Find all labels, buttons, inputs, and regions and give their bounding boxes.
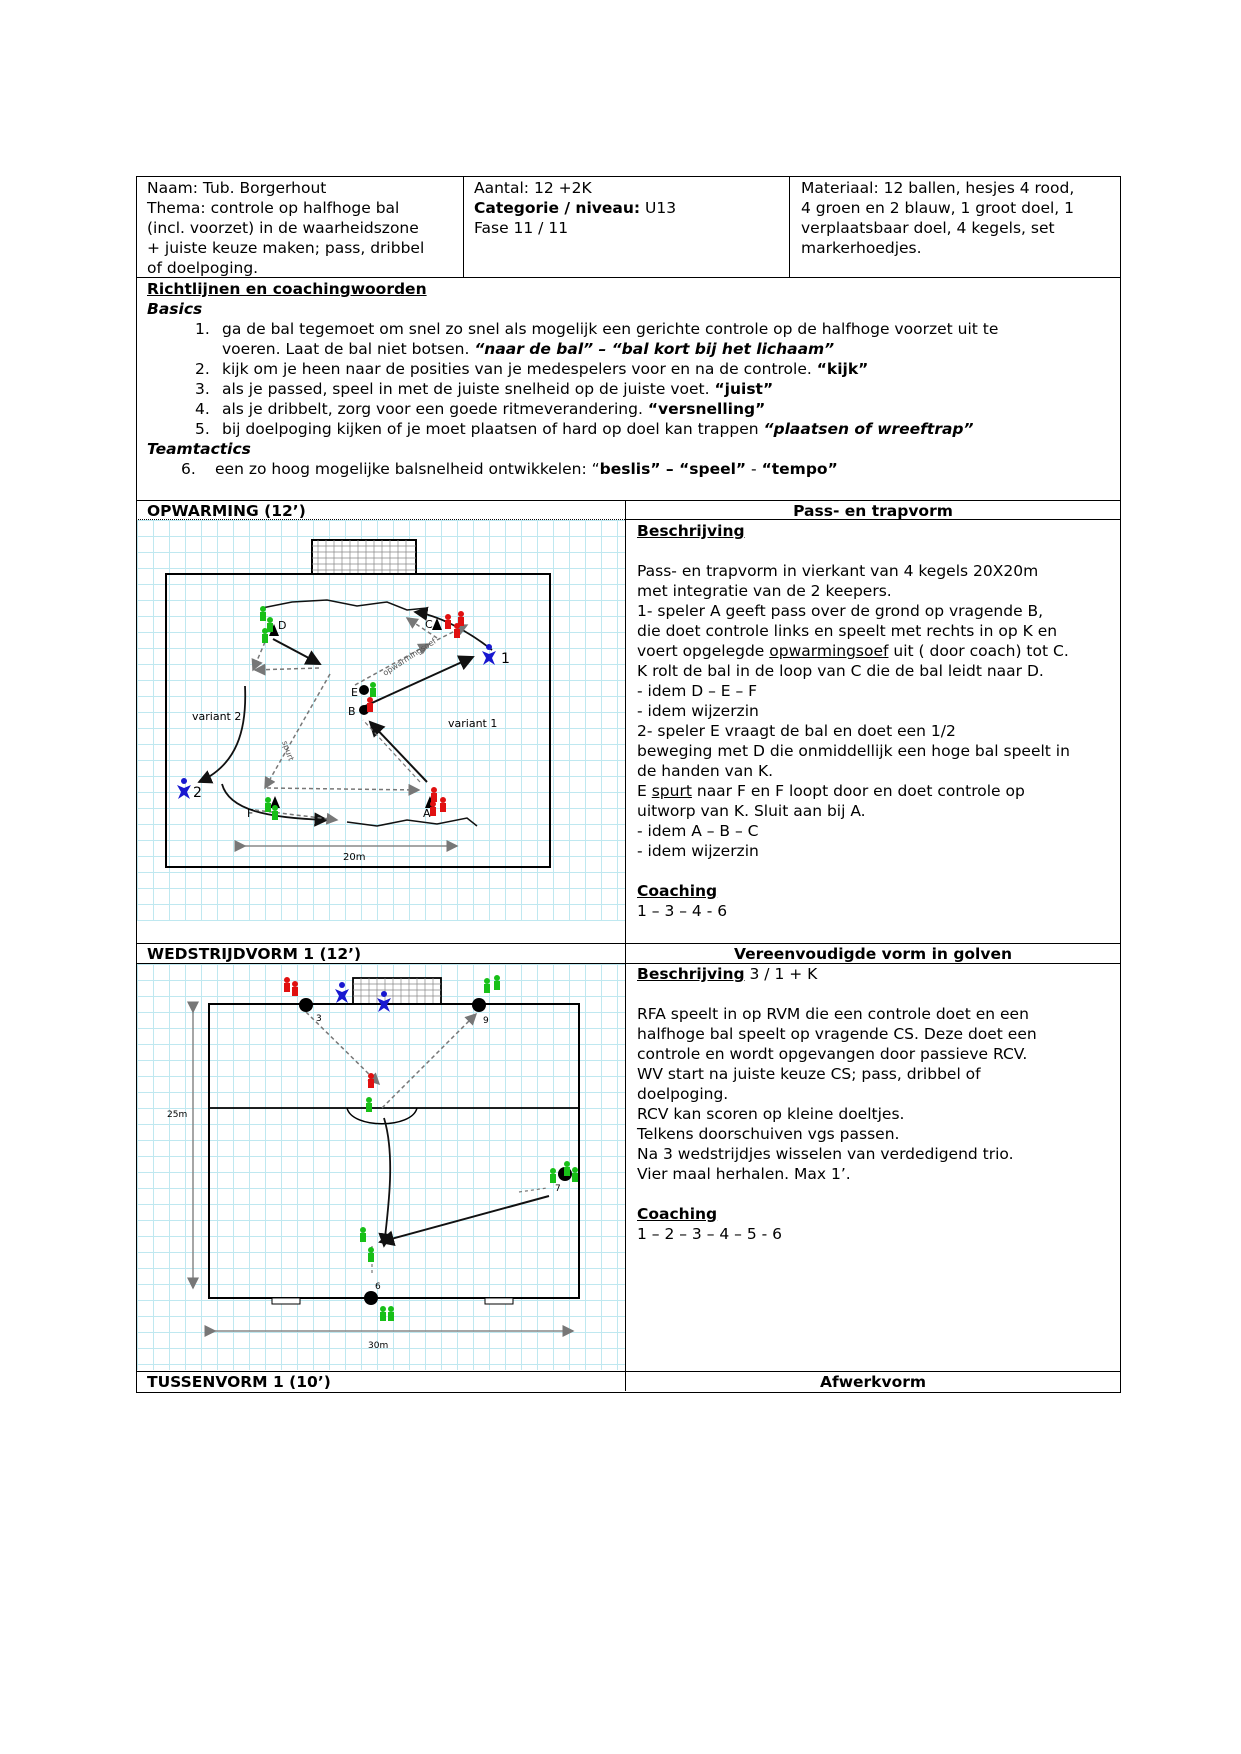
section-subtitle-golven: Vereenvoudigde vorm in golven [733,945,1013,963]
dashed-arrow [382,1014,476,1108]
description-line: Vier maal herhalen. Max 1’. [637,1165,851,1183]
section-subtitle-afwerkvorm: Afwerkvorm [819,1373,927,1391]
player-icon [267,617,273,632]
item-number: 5. [195,420,210,438]
label-e: E [351,686,358,699]
description-line: met integratie van de 2 keepers. [637,582,892,600]
item-text: als je passed, speel in met de juiste snelheid op de juiste voet. [222,380,715,398]
player-icon [484,978,490,993]
label-7: 7 [555,1184,561,1194]
coaching-word: “tempo” [761,460,838,478]
description-heading: Beschrijving [637,522,745,540]
player-icon [431,787,437,802]
category-value: U13 [640,199,677,217]
session-sheet [136,176,1121,1393]
description-suffix: 3 / 1 + K [744,965,818,983]
item-text: als je dribbelt, zorg voor een goede ritmeverandering. [222,400,648,418]
player-icon [430,801,436,816]
guidelines-title: Richtlijnen en coachingwoorden [147,280,427,298]
run-arrow [199,686,245,782]
run-path [262,600,427,610]
description-line: K rolt de bal in de loop van C die de bal leidt naar D. [637,662,1044,680]
player-icon [564,1161,570,1176]
coaching-heading: Coaching [637,1205,718,1223]
label-opwarmingsoef: opwarmingsoef [381,636,438,678]
description-line [637,781,1115,801]
label-c: C [425,618,433,631]
dashed-arrow [253,642,265,670]
item-number: 2. [195,360,210,378]
run-path [347,818,477,826]
description-line: Pass- en trapvorm in vierkant van 4 kegels 20X20m [637,562,1039,580]
pass-arrow [380,1196,549,1242]
description-heading: Beschrijving [637,965,745,983]
item-text: kijk om je heen naar de posities van je medespelers voor en na de controle. [222,360,817,378]
coaching-word: beslis” – “speel” [599,460,747,478]
match-diagram [137,964,625,1370]
description-line: Telkens doorschuiven vgs passen. [637,1125,900,1143]
player-icon [367,697,373,712]
label-keeper-1: 1 [501,651,510,667]
text: naar F en F loopt door en doet controle op [691,782,1025,800]
label-variant-2: variant 2 [192,710,242,723]
goal-icon [353,978,441,1004]
guideline-item [147,379,1112,399]
player-count: Aantal: 12 +2K [474,179,592,197]
team-name: Naam: Tub. Borgerhout [147,179,327,197]
section-title-wedstrijdvorm: WEDSTRIJDVORM 1 (12’) [147,945,362,963]
ball-icon [299,998,313,1012]
small-goal-icon [485,1298,513,1304]
material-line: 4 groen en 2 blauw, 1 groot doel, 1 [801,199,1075,217]
player-icon [550,1168,556,1183]
theme-line: (incl. voorzet) in de waarheidszone [147,219,419,237]
teamtactics-title: Teamtactics [147,440,251,458]
label-3: 3 [316,1014,322,1024]
guidelines-section [147,279,1112,479]
player-icon [272,805,278,820]
label-d: D [278,619,287,632]
text: voert opgelegde [637,642,770,660]
dashed-arrow [519,1188,547,1192]
player-icon [260,606,266,621]
ball-icon [359,685,369,695]
text: uit ( door coach) tot C. [888,642,1069,660]
dashed-arrow [267,788,419,790]
item-text: ga de bal tegemoet om snel zo snel als mogelijk een gerichte controle op de halfhoge voorzet uit te [222,320,999,338]
underlined-term: opwarmingsoef [769,642,889,660]
underlined-term: spurt [651,782,692,800]
label-height: 25m [167,1110,188,1120]
divider [789,176,790,277]
guideline-item [147,399,1112,419]
section-subtitle-pass: Pass- en trapvorm [793,502,953,520]
player-icon [380,1306,386,1321]
guideline-item [147,319,1112,359]
dashed-arrow [437,625,467,640]
description-line: die doet controle links en speelt met rechts in op K en [637,622,1058,640]
theme-line: of doelpoging. [147,259,259,277]
label-6: 6 [375,1282,381,1292]
category [474,198,784,218]
label-variant-1: variant 1 [448,717,498,730]
description-line [637,641,1115,661]
coaching-word: “versnelling” [647,400,766,418]
coaching-word: “juist” [714,380,774,398]
section-title-tussenvorm: TUSSENVORM 1 (10’) [147,1373,331,1391]
player-icon [440,797,446,812]
player-icon [292,981,298,996]
description-line: uitworp van K. Sluit aan bij A. [637,802,866,820]
ball-icon [364,1291,378,1305]
label-b: B [348,705,356,718]
warmup-description [637,521,1115,921]
theme-line: + juiste keuze maken; pass, dribbel [147,239,425,257]
coaching-heading: Coaching [637,882,718,900]
guideline-item [147,459,1112,479]
header-material-cell [801,178,1113,258]
player-icon [454,623,460,638]
basics-title: Basics [147,300,203,318]
description-line: - idem wijzerzin [637,702,759,720]
phase: Fase 11 / 11 [474,219,569,237]
player-icon [388,1306,394,1321]
player-icon [572,1167,578,1182]
pass-arrow [370,722,427,782]
description-line: beweging met D die onmiddellijk een hoge bal speelt in [637,742,1070,760]
description-line: RCV kan scoren op kleine doeltjes. [637,1105,905,1123]
warmup-field-svg [137,520,625,921]
player-icon [360,1227,366,1242]
coaching-value: 1 – 2 – 3 – 4 – 5 - 6 [637,1225,783,1243]
match-description [637,964,1115,1244]
label-width: 30m [368,1341,389,1351]
label-keeper-2: 2 [193,785,202,801]
item-text: voeren. Laat de bal niet botsen. [222,340,475,358]
coaching-word: “kijk” [816,360,869,378]
guideline-item [147,359,1112,379]
coaching-word: “naar de bal” – “bal kort bij het lichaam” [474,340,835,358]
pass-arrow [273,639,320,664]
field-outline [209,1004,579,1298]
header-team-cell [147,178,457,278]
goal-icon [312,540,416,574]
ball-icon [472,998,486,1012]
small-goal-icon [272,1298,300,1304]
player-icon [265,797,271,812]
item-number: 1. [195,320,210,338]
text: E [637,782,652,800]
player-icon [368,1247,374,1262]
item-text: bij doelpoging kijken of je moet plaatsen of hard op doel kan trappen [222,420,764,438]
player-icon [366,1097,372,1112]
description-line: controle en wordt opgevangen door passieve RCV. [637,1045,1028,1063]
player-icon [262,628,268,643]
keeper-icon [482,644,496,665]
arc [347,1108,417,1124]
item-text: een zo hoog mogelijke balsnelheid ontwikkelen: “ [215,460,600,478]
dashed-arrow [363,720,420,782]
label-spurt: spurt [280,739,296,763]
player-icon [368,1073,374,1088]
label-9: 9 [483,1016,489,1026]
item-number: 3. [195,380,210,398]
material-line: verplaatsbaar doel, 4 kegels, set [801,219,1055,237]
dashed-arrow [265,674,330,788]
player-icon [445,614,451,629]
description-line: de handen van K. [637,762,774,780]
keeper-icon [177,778,191,799]
divider [463,176,464,277]
material-line: markerhoedjes. [801,239,922,257]
description-line: - idem wijzerzin [637,842,759,860]
warmup-diagram [137,520,625,921]
coaching-value: 1 – 3 – 4 - 6 [637,902,728,920]
material-line: Materiaal: 12 ballen, hesjes 4 rood, [801,179,1075,197]
description-line: Na 3 wedstrijdjes wisselen van verdedigend trio. [637,1145,1014,1163]
section-title-opwarming: OPWARMING (12’) [147,502,306,520]
description-line: 1- speler A geeft pass over de grond op vragende B, [637,602,1044,620]
description-line: - idem A – B – C [637,822,759,840]
guideline-item [147,419,1112,439]
label-f: F [247,807,254,820]
description-line: - idem D – E – F [637,682,758,700]
description-line: RFA speelt in op RVM die een controle doet en een [637,1005,1029,1023]
header-count-cell [474,178,784,238]
label-distance: 20m [343,852,366,863]
coaching-word: “plaatsen of wreeftrap” [763,420,974,438]
run-arrow [384,1118,390,1246]
category-label: Categorie / niveau: [474,199,641,217]
label-a: A [423,807,431,820]
item-text: - [746,460,762,478]
player-icon [370,682,376,697]
item-number: 4. [195,400,210,418]
keeper-icon [335,982,349,1003]
description-line: doelpoging. [637,1085,729,1103]
description-line: halfhoge bal speelt op vragende CS. Deze doet een [637,1025,1037,1043]
player-icon [284,977,290,992]
dashed-arrow [255,668,319,670]
description-line: 2- speler E vraagt de bal en doet een 1/2 [637,722,956,740]
item-number: 6. [181,460,196,478]
description-line: WV start na juiste keuze CS; pass, dribbel of [637,1065,981,1083]
theme-line: Thema: controle op halfhoge bal [147,199,400,217]
player-icon [494,975,500,990]
pass-arrow [363,657,473,707]
match-field-svg [137,964,625,1370]
